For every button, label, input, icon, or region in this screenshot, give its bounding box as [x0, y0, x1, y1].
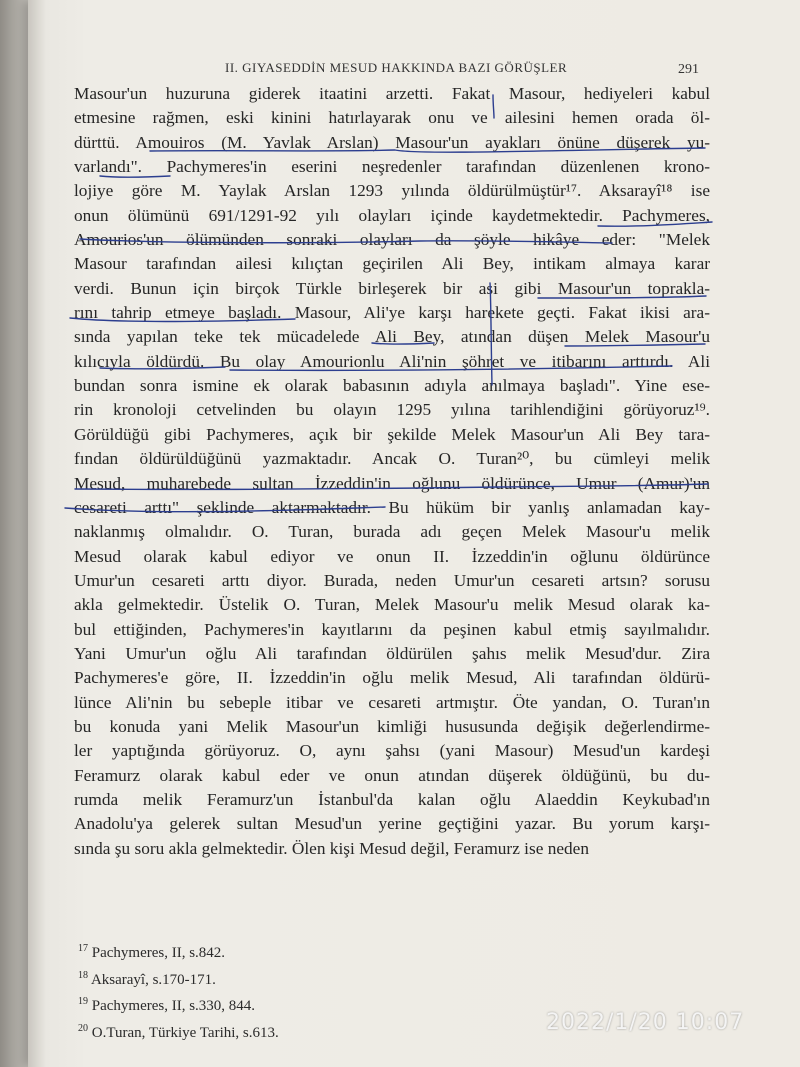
book-spine-shadow	[0, 0, 30, 1067]
text-line: Mesud olarak kabul ediyor ve onun II. İzzeddin'in oğlunu öldürünce	[74, 546, 710, 566]
text-line: onun ölümünü 691/1291-92 yılı olayları içinde kaydetmektedir. Pachymeres,	[74, 205, 710, 225]
text-line: ler yaptığında görüyoruz. O, aynı şahsı (yani Masour) Mesud'un kardeşi	[74, 741, 710, 761]
text-line: varlandı". Pachymeres'in eserini neşredenler tarafından düzenlenen krono-	[74, 157, 710, 177]
footnote-number: 20	[78, 1022, 88, 1034]
text-line: Görüldüğü gibi Pachymeres, açık bir şekilde Melek Masour'un Ali Bey tara-	[74, 424, 710, 444]
footnote-number: 19	[78, 996, 88, 1007]
footnote	[78, 991, 279, 1018]
text-line: lünce Ali'nin bu sebeple itibar ve cesareti artmıştır. Öte yandan, O. Turan'ın	[74, 692, 710, 712]
text-line: fından öldürüldüğünü yazmaktadır. Ancak O. Turan²⁰, bu cümleyi melik	[74, 449, 710, 469]
text-line: Umur'un cesareti arttı diyor. Burada, neden Umur'un cesareti artsın? sorusu	[74, 570, 710, 590]
text-line: rını tahrip etmeye başladı. Masour, Ali'ye karşı harekete geçti. Fakat ikisi ara-	[74, 303, 710, 323]
text-line: verdi. Bunun için birçok Türkle birleşerek bir asi gibi Masour'un toprakla-	[74, 278, 710, 298]
text-line: dürttü. Amouiros (M. Yavlak Arslan) Masour'un ayakları önüne düşerek yu-	[74, 132, 710, 152]
text-line: bu konuda yani Melik Masour'un kimliği hususunda değişik değerlendirme-	[74, 716, 710, 736]
text-line: sında şu soru akla gelmektedir. Ölen kişi Mesud değil, Feramurz ise neden	[74, 838, 589, 858]
text-line: rin kronoloji cetvelinden bu olayın 1295 yılına tarihlendiğini görüyoruz¹⁹.	[74, 400, 710, 420]
text-line: sında yapılan teke tek mücadelede Ali Bey, atından düşen Melek Masour'u	[74, 327, 710, 347]
footnote	[78, 1018, 279, 1045]
text-line: Pachymeres'e göre, II. İzzeddin'in oğlu melik Mesud, Ali tarafından öldürü-	[74, 668, 710, 688]
text-line: Amourios'un ölümünden sonraki olayları da şöyle hikâye eder: "Melek	[74, 230, 710, 250]
text-line: Masour tarafından ailesi kılıçtan geçirilen Ali Bey, intikam almaya karar	[74, 254, 710, 274]
text-line: etmesine rağmen, eski kinini hatırlayarak onu ve ailesini hemen orada öl-	[74, 108, 710, 128]
footnote-number: 17	[78, 943, 88, 954]
text-line: Feramurz olarak kabul eder ve onun atından düşerek öldüğünü, bu du-	[74, 765, 710, 785]
footnote	[78, 965, 279, 992]
footnotes	[78, 938, 279, 1044]
text-line: cesareti arttı" şeklinde aktarmaktadır. Bu hüküm bir yanlış anlamadan kay-	[74, 497, 710, 517]
text-line: Masour'un huzuruna giderek itaatini arzetti. Fakat Masour, hediyeleri kabul	[74, 84, 710, 103]
footnote-text: Pachymeres, II, s.330, 844.	[91, 998, 256, 1014]
body-text	[74, 82, 710, 861]
text-line: naklanmış olmalıdır. O. Turan, burada adı geçen Melek Masour'u melik	[74, 522, 710, 542]
text-line: bul ettiğinden, Pachymeres'in kayıtlarını da peşinen kabul etmiş sayılmalıdır.	[74, 619, 710, 639]
text-line: lojiye göre M. Yaylak Arslan 1293 yılında öldürülmüştür¹⁷. Aksarayî¹⁸ ise	[74, 181, 710, 201]
text-line: Mesud, muharebede sultan İzzeddin'in oğlunu öldürünce, Umur (Amur)'un	[74, 473, 710, 493]
text-line: Anadolu'ya gelerek sultan Mesud'un yerine geçtiğini yazar. Bu yorum karşı-	[74, 814, 710, 834]
text-line: akla gelmektedir. Üstelik O. Turan, Melek Masour'u melik Mesud olarak ka-	[74, 595, 710, 615]
footnote-text: O.Turan, Türkiye Tarihi, s.613.	[91, 1024, 279, 1041]
photo-timestamp: 2022/1/20 10:07	[546, 1010, 745, 1035]
footnote	[78, 938, 279, 965]
footnote-text: Pachymeres, II, s.842.	[91, 945, 226, 961]
text-line: bundan sonra ismine ek olarak babasının adıyla anılmaya başladı". Yine ese-	[74, 376, 710, 396]
page-number: 291	[678, 62, 699, 77]
text-line: rumda melik Feramurz'un İstanbul'da kalan oğlu Alaeddin Keykubad'ın	[74, 789, 710, 809]
text-line: kılıcıyla öldürdü. Bu olay Amourionlu Ali'nin şöhret ve itibarını arttırdı. Ali	[74, 351, 710, 371]
text-line: Yani Umur'un oğlu Ali tarafından öldürülen şahıs melik Mesud'dur. Zira	[74, 643, 710, 663]
footnote-text: Aksarayî, s.170-171.	[90, 971, 216, 988]
running-header: II. GIYASEDDİN MESUD HAKKINDA BAZI GÖRÜŞLER	[225, 60, 568, 75]
footnote-number: 18	[78, 969, 88, 981]
